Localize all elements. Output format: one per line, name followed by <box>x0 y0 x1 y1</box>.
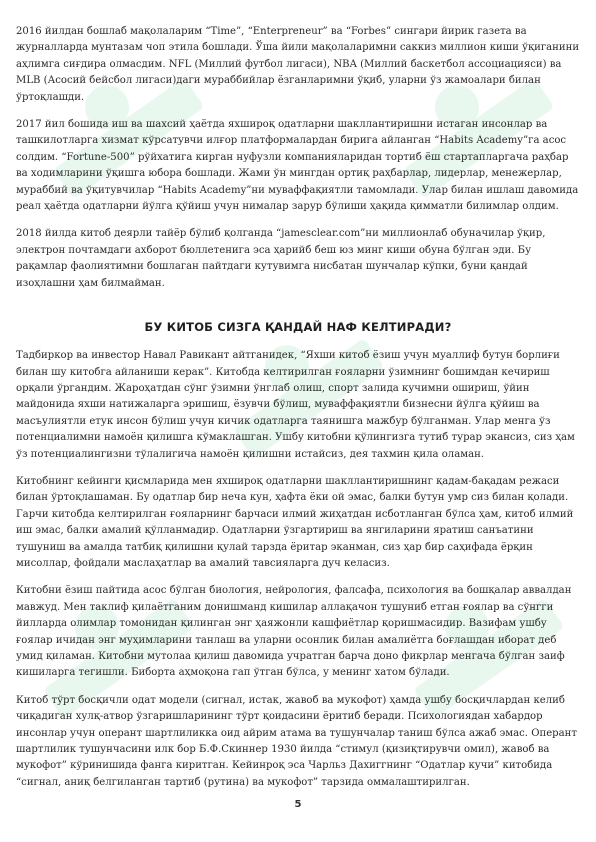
body-paragraph: 2017 йил бошида иш ва шахсий ҳаётда яхшироқ одатларни шакллантиришни истаган инсонлар ва ташкилотларга хизмат кўрсатувчи илғор платформалардан бирига айланган “Habits Academy”га асос солдим. “Fortune-500” рўйхатига кирган нуфузли компанияларидан тортиб ёш стартапларгача раҳбар ва ходимларини ўқишга юбора бошлади. Жами ўн мингдан ортиқ раҳбарлар, лидерлар, менежерлар, мураббий ва ўқитувчилар “Habits Academy”ни муваффақиятли тамомлади. Улар билан ишлаш давомида реал ҳаётда одатларни йўлга қўйиш учун нималар зарур бўлиши ҳақида қимматли билимлар олдим. <box>16 119 579 213</box>
body-paragraph: Китобни ёзиш пайтида асос бўлган биология, нейрология, фалсафа, психология ва бошқалар аввалдан мавжуд. Мен таклиф қилаётганим донишманд кишилар аллақачон тушуниб етган ғоялар ва сўнгги йилларда олимлар томонидан қилинган энг ҳаяжонли кашфиётлар қоришмасидир. Вазифам ушбу ғоялар ичидан энг муҳимларини танлаш ва уларни осонлик билан амалиётга боғлашдан иборат деб умид қиламан. Китобни мутолаа қилиш давомида учратган барча доно фикрлар менгача бўлган заиф кишиларга тегишли. Биборта аҳмоқона гап ўтган бўлса, у менинг хатом бўлади. <box>16 585 572 679</box>
section-heading: БУ КИТОБ СИЗГА ҚАНДАЙ НАФ КЕЛТИРАДИ? <box>144 320 452 335</box>
body-paragraph: 2016 йилдан бошлаб мақолаларим “Time”, “Enterpreneur” ва “Forbes” сингари йирик газета ва журналларда мунтазам чоп этила бошлади. Ўша йили мақолаларимни саккиз миллион киши ўқиганини аҳлимга сиғдира олмасдим. NFL (Миллий футбол лигаси), NBA (Миллий баскетбол ассоциацияси) ва MLB (Асосий бейсбол лигаси)даги мураббийлар ёзганларимни ўқиб, уларни ўз жамоалари билан ўртоқлашди. <box>16 26 580 103</box>
body-paragraph: Китобнинг кейинги қисмларида мен яхшироқ одатларни шакллантиришнинг қадам-бақадам режаси билан ўртоқлашаман. Бу одатлар бир неча кун, ҳафта ёки ой эмас, балки бутун умр сиз билан қолади. Гарчи китобда келтирилган ғояларнинг барчаси илмий жиҳатдан исботланган бўлса ҳам, китоб илмий иш эмас, балки амалий қўлланмадир. Одатларни ўзгартириш ва янгиларини яратиш санъатини тушуниш ва амалда татбиқ қилишни қулай тарзда ёритар эканман, сиз ҳар бир саҳифада ёрқин мисоллар, фойдали маслаҳатлар ва амалий тавсияларга дуч келасиз. <box>16 475 574 569</box>
body-paragraph: 2018 йилда китоб деярли тайёр бўлиб қолганда “jamesclear.com”ни миллионлаб обуначилар ўқир, электрон почтамдаги ахборот бюллетенига эса ҳарийб беш юз минг киши обуна бўлган эди. Бу рақамлар фаолиятимни бошлаган пайтдаги кутувимга нисбатан шунчалар кўпки, буни қандай изоҳлашни ҳам билмайман. <box>16 228 546 289</box>
page-number: 5 <box>294 799 302 810</box>
document-page <box>16 24 580 802</box>
body-paragraph: Китоб тўрт босқичли одат модели (сигнал, истак, жавоб ва мукофот) ҳамда ушбу босқичлардан келиб чиқадиган хулқ-атвор ўзгаришларининг тўрт қоидасини ёритиб беради. Психологиядан хабардор инсонлар учун оперант шартлиликка оид айрим атама ва тушунчалар таниш бўлса ажаб эмас. Оперант шартлилик тушунчасини илк бор Б.Ф.Скиннер 1930 йилда “стимул (қизиқтирувчи омил), жавоб ва мукофот” кўринишида фанга киритган. Кейинроқ эса Чарльз Дахиггнинг “Одатлар кучи” китобида “сигнал, аниқ белгиланган тартиб (рутина) ва мукофот” тарзида оммалаштирилган. <box>16 694 577 788</box>
body-paragraph: Тадбиркор ва инвестор Навал Равикант айтганидек, “Яхши китоб ёзиш учун муаллиф бутун борлиғи билан шу китобга айланиши керак”. Китобда келтирилган ғояларни ўзимнинг бошимдан кечириш орқали ўргандим. Жароҳатдан сўнг ўзимни ўнглаб олиш, спорт залида кучимни ошириш, ўйин майдонида яхши натижаларга эришиш, ёзувчи бўлиш, муваффақиятли бизнесни йўлга қўйиш ва масъулиятли етук инсон бўлиш учун кичик одатларга таянишга мажбур бўлганман. Улар менга ўз потенциалимни намоён қилишга кўмаклашган. Ушбу китобни қўлингизга тутиб турар экансиз, сиз ҳам ўз потенциалингизни тўлалигича намоён қилишни истайсиз, дея тахмин қила оламан. <box>16 350 575 460</box>
